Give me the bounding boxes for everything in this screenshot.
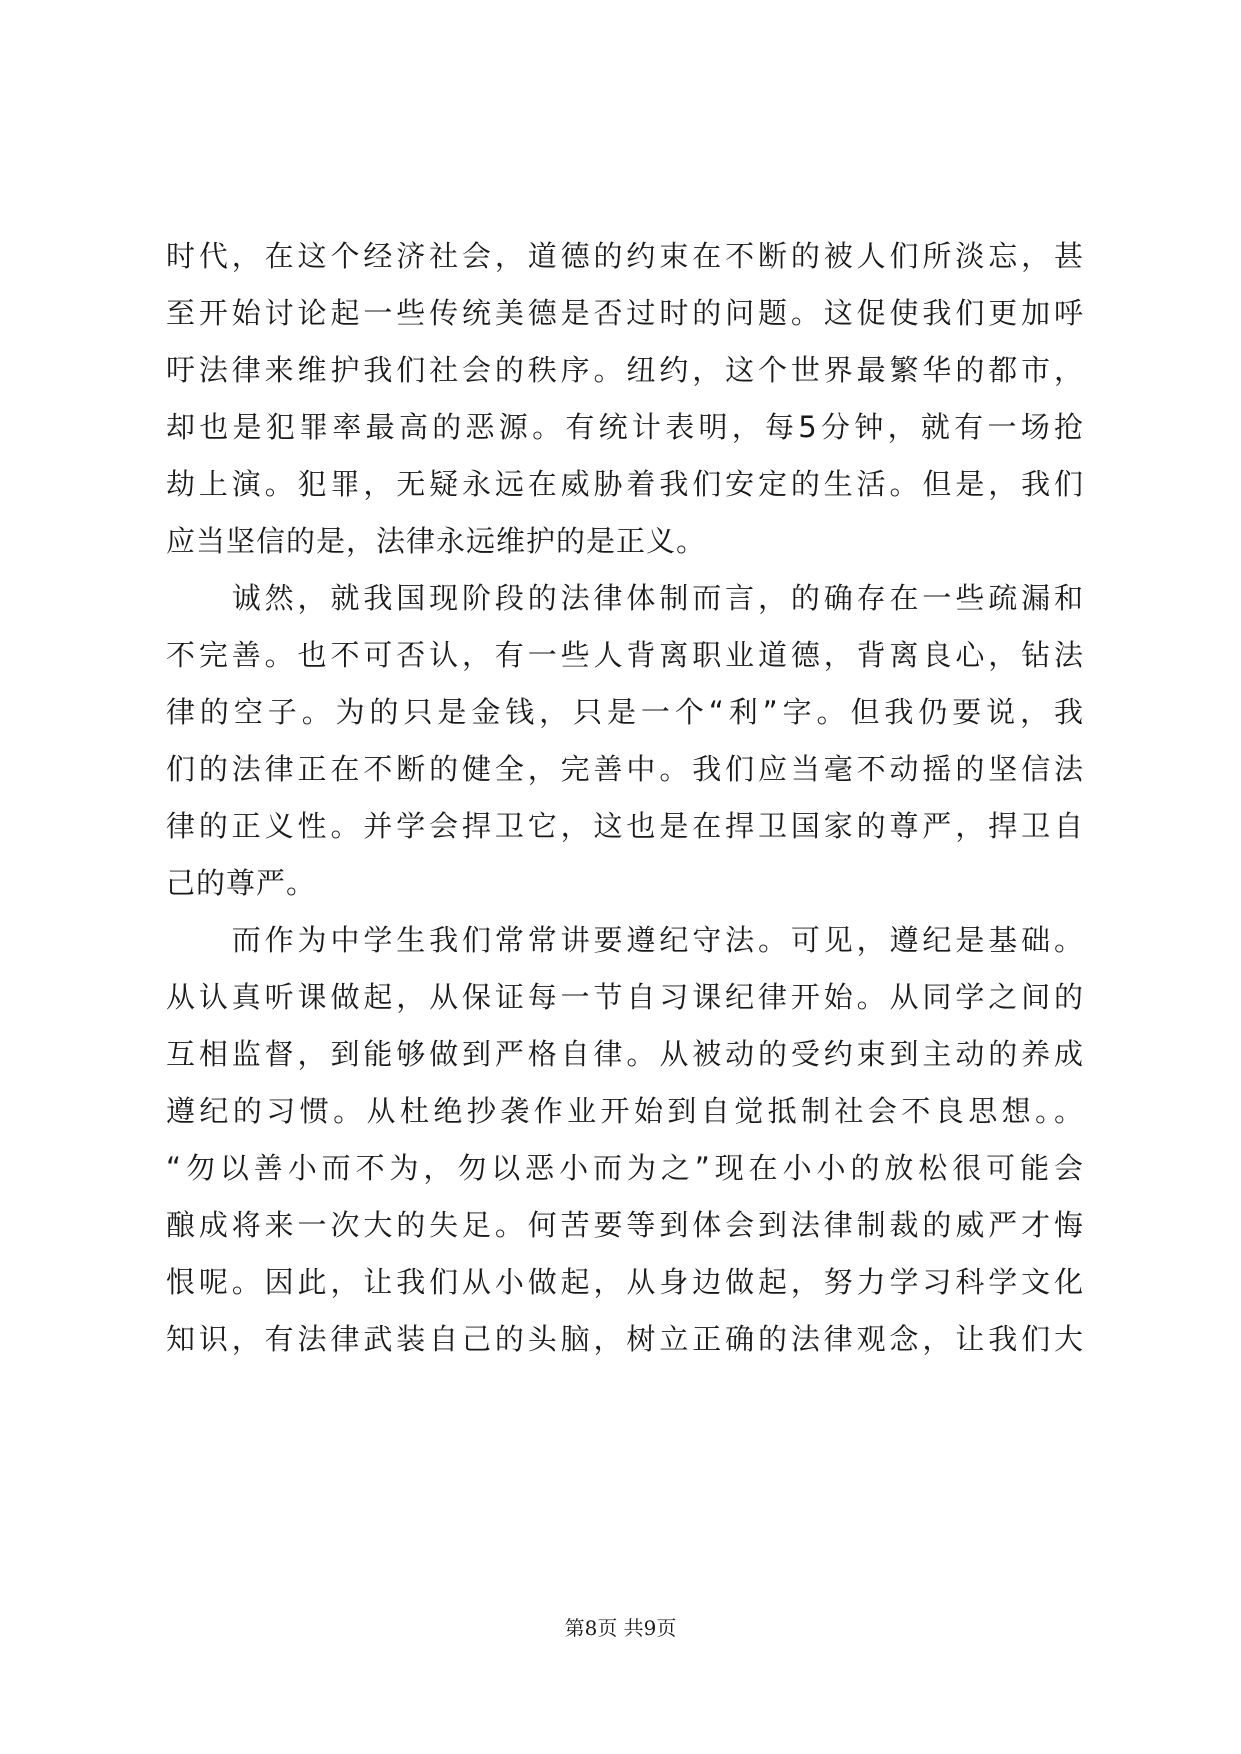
text-line: 时代，在这个经济社会，道德的约束在不断的被人们所淡忘，甚 <box>166 239 1084 273</box>
text-line: 己的尊严。 <box>166 866 317 900</box>
text-line: 而作为中学生我们常常讲要遵纪守法。可见，遵纪是基础。 <box>166 923 1084 957</box>
text-line: 诚然，就我国现阶段的法律体制而言，的确存在一些疏漏和 <box>166 581 1084 615</box>
text-line: 知识，有法律武装自己的头脑，树立正确的法律观念，让我们大 <box>166 1322 1084 1356</box>
text-line: 吁法律来维护我们社会的秩序。纽约，这个世界最繁华的都市， <box>166 353 1084 387</box>
text-line: 恨呢。因此，让我们从小做起，从身边做起，努力学习科学文化 <box>166 1265 1084 1299</box>
paragraph <box>166 228 1084 570</box>
text-line: 至开始讨论起一些传统美德是否过时的问题。这促使我们更加呼 <box>166 296 1084 330</box>
text-line: “勿以善小而不为，勿以恶小而为之”现在小小的放松很可能会 <box>166 1151 1084 1185</box>
paragraph <box>166 570 1084 912</box>
text-line: 劫上演。犯罪，无疑永远在威胁着我们安定的生活。但是，我们 <box>166 467 1084 501</box>
text-line: 从认真听课做起，从保证每一节自习课纪律开始。从同学之间的 <box>166 980 1084 1014</box>
text-line: 不完善。也不可否认，有一些人背离职业道德，背离良心，钻法 <box>166 638 1084 672</box>
text-line: 遵纪的习惯。从杜绝抄袭作业开始到自觉抵制社会不良思想。。 <box>166 1094 1084 1128</box>
text-line: 却也是犯罪率最高的恶源。有统计表明，每5分钟，就有一场抢 <box>166 410 1084 444</box>
page-number-footer: 第8页 共9页 <box>564 1616 677 1640</box>
text-line: 互相监督，到能够做到严格自律。从被动的受约束到主动的养成 <box>166 1037 1084 1071</box>
text-line: 律的空子。为的只是金钱，只是一个“利”字。但我仍要说，我 <box>166 695 1084 729</box>
text-line: 律的正义性。并学会捍卫它，这也是在捍卫国家的尊严，捍卫自 <box>166 809 1084 843</box>
paragraph <box>166 912 1084 1368</box>
text-line: 们的法律正在不断的健全，完善中。我们应当毫不动摇的坚信法 <box>166 752 1084 786</box>
text-line: 应当坚信的是，法律永远维护的是正义。 <box>166 524 707 558</box>
text-line: 酿成将来一次大的失足。何苦要等到体会到法律制裁的威严才悔 <box>166 1208 1084 1242</box>
document-body <box>166 228 1084 1368</box>
